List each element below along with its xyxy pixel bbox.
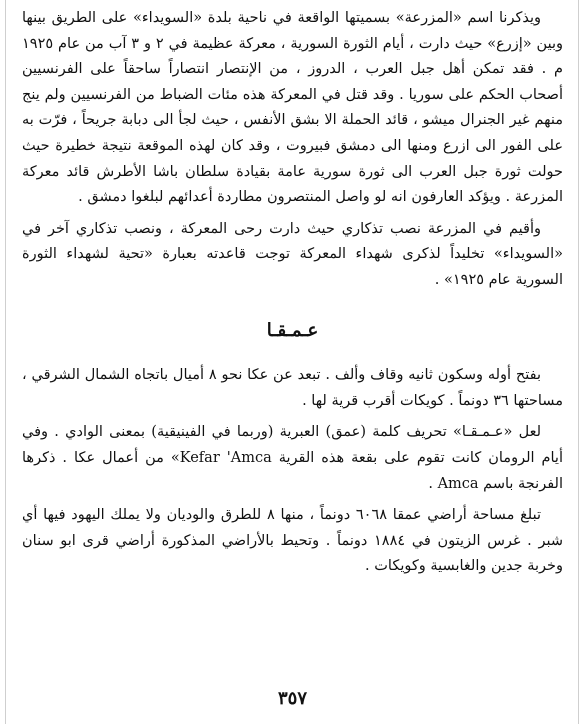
paragraph-land-area: تبلغ مساحة أراضي عمقا ٦٠٦٨ دونماً ، منها ٨ للطرق والوديان ولا يملك اليهود فيها أي شبر . غرس الزيتون في ١٨٨٤ دونماً . وتحيط بالأراضي المذكورة أراضي قرى ابو سنان وخربة جدين والغابسية وكويكات . <box>22 507 563 575</box>
section-heading: عـمـقـا <box>266 319 319 341</box>
document-page <box>22 6 563 725</box>
page-number: ٣٥٧ <box>277 688 307 709</box>
paragraph-location: بفتح أوله وسكون ثانيه وقاف وألف . تبعد عن عكا نحو ٨ أميال باتجاه الشمال الشرقي ، مساحتها ٣٦ دونماً . كويكات أقرب قرية لها . <box>22 367 563 409</box>
paragraph-etymology: لعل «عـمـقـا» تحريف كلمة (عمق) العبرية (وربما في الفينيقية) بمعنى الوادي . وفي أيام الرومان كانت تقوم على بقعة هذه القرية Kefar 'Amca» من أعمال عكا . ذكرها الفرنجة باسم Amca . <box>22 424 563 492</box>
paragraph-memorial: وأقيم في المزرعة نصب تذكاري حيث دارت رحى المعركة ، ونصب تذكاري آخر في «السويداء» تخليداً لذكرى شهداء المعركة توجت قاعدته بعبارة «تحية لشهداء الثورة السورية عام ١٩٢٥» . <box>22 220 563 288</box>
paragraph-mazraa-battle: ويذكرنا اسم «المزرعة» بسميتها الواقعة في ناحية بلدة «السويداء» على الطريق بينها وبين «إزرع» حيث دارت ، أيام الثورة السورية ، معركة عظيمة في ٢ و ٣ آب من عام ١٩٢٥ م . فقد تمكن أهل جبل العرب ، الدروز ، من الإنتصار انتصاراً ساحقاً على الفرنسيين أصحاب الحكم على سوريا . وقد قتل في المعركة هذه مئات الضباط من الفرنسيين ولم ينج منهم غير الجنرال ميشو ، قائد الحملة الا بشق الأنفس ، حيث لجأ الى دبابة جريحاً ، فرّت به على الفور الى ازرع ومنها الى دمشق فبيروت ، وقد كان لهذه الموقعة نتيجة خطيرة حيث حولت ثورة جبل العرب الى ثورة سورية عامة بقيادة سلطان باشا الأطرش قائد معركة المزرعة . ويؤكد العارفون انه لو واصل المنتصرون مطاردة أعدائهم لبلغوا دمشق . <box>22 10 563 206</box>
